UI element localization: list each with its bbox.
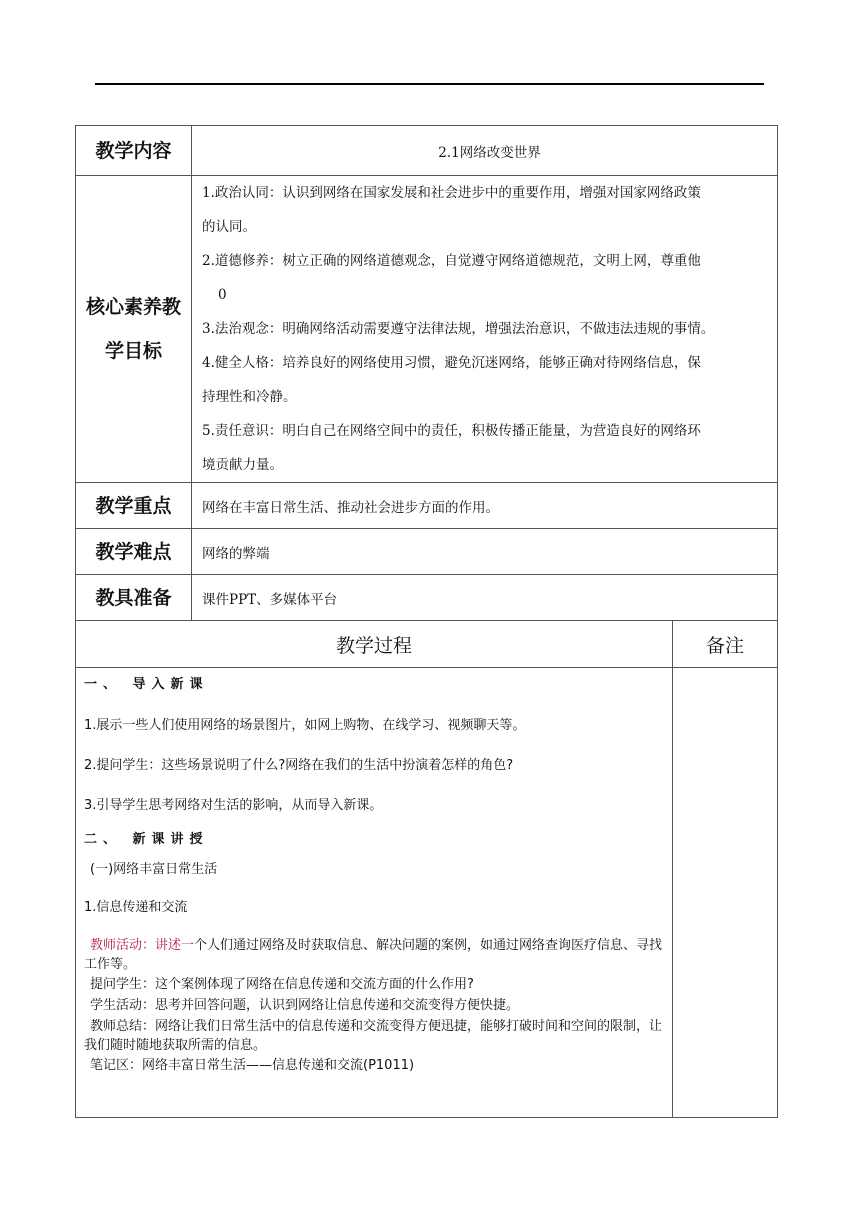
value-difficulty: 网络的弊端 xyxy=(192,529,778,575)
student-activity: 学生活动：思考并回答问题，认识到网络让信息传递和交流变得方便快捷。 xyxy=(90,998,520,1013)
row-difficulty xyxy=(76,529,778,575)
label-objectives-line1: 核心素养教 xyxy=(85,296,181,318)
objective-line: 3.法治观念：明确网络活动需要遵守法律法规，增强法治意识，不做违法违规的事情。 xyxy=(202,321,715,337)
question-text: 提问学生：这个案例体现了网络在信息传递和交流方面的什么作用? xyxy=(90,977,474,992)
row-teaching-content xyxy=(76,126,778,176)
lesson-plan-table xyxy=(75,125,778,1118)
objective-line: 2.道德修养：树立正确的网络道德观念，自觉遵守网络道德规范，文明上网，尊重他 xyxy=(202,253,701,269)
objective-line: 5.责任意识：明白自己在网络空间中的责任，积极传播正能量，为营造良好的网络环 xyxy=(202,423,701,439)
intro-item: 3.引导学生思考网络对生活的影响，从而导入新课。 xyxy=(84,798,383,813)
teacher-activity xyxy=(84,936,664,974)
point-title: 1.信息传递和交流 xyxy=(84,900,188,915)
objective-line: 0 xyxy=(218,287,227,303)
label-teaching-content: 教学内容 xyxy=(76,126,192,176)
row-process-header xyxy=(76,621,778,668)
notes-column xyxy=(673,668,778,1118)
row-objectives xyxy=(76,176,778,483)
header-rule xyxy=(95,83,764,85)
label-tools: 教具准备 xyxy=(76,575,192,621)
label-objectives-line2: 学目标 xyxy=(104,340,162,362)
value-teaching-content: 2.1网络改变世界 xyxy=(192,126,778,176)
objective-line: 4.健全人格：培养良好的网络使用习惯，避免沉迷网络，能够正确对待网络信息，保 xyxy=(202,355,701,371)
section-new-lesson-heading: 二、 新课讲授 xyxy=(84,832,209,847)
value-key-point: 网络在丰富日常生活、推动社会进步方面的作用。 xyxy=(192,483,778,529)
intro-item: 1.展示一些人们使用网络的场景图片，如网上购物、在线学习、视频聊天等。 xyxy=(84,718,526,733)
row-key-point xyxy=(76,483,778,529)
row-tools xyxy=(76,575,778,621)
teacher-activity-label: 教师活动：讲述一 xyxy=(90,938,195,953)
value-tools: 课件PPT、多媒体平台 xyxy=(192,575,778,621)
objectives-list xyxy=(192,176,778,483)
label-difficulty: 教学难点 xyxy=(76,529,192,575)
objective-line: 1.政治认同：认识到网络在国家发展和社会进步中的重要作用，增强对国家网络政策 xyxy=(202,185,701,201)
notes-header: 备注 xyxy=(673,621,778,668)
intro-item: 2.提问学生：这些场景说明了什么?网络在我们的生活中扮演着怎样的角色? xyxy=(84,758,514,773)
objective-line: 的认同。 xyxy=(202,219,256,235)
row-process-body xyxy=(76,668,778,1118)
objective-line: 境贡献力量。 xyxy=(202,457,283,473)
process-header: 教学过程 xyxy=(76,621,673,668)
label-objectives xyxy=(76,176,192,483)
teacher-summary: 教师总结：网络让我们日常生活中的信息传递和交流变得方便迅捷，能够打破时间和空间的限制，让我们随时随地获取所需的信息。 xyxy=(84,1019,663,1053)
objective-line: 持理性和冷静。 xyxy=(202,389,297,405)
subsection-title: (一)网络丰富日常生活 xyxy=(90,862,218,877)
notes-area: 笔记区：网络丰富日常生活——信息传递和交流(P1011) xyxy=(90,1058,415,1073)
process-body xyxy=(76,668,673,1118)
section-intro-heading: 一、 导入新课 xyxy=(84,677,209,692)
teacher-activity-text: 个人们通过网络及时获取信息、解决问题的案例，如通过网络查询医疗信息、寻找工作等。 xyxy=(84,938,663,972)
label-key-point: 教学重点 xyxy=(76,483,192,529)
